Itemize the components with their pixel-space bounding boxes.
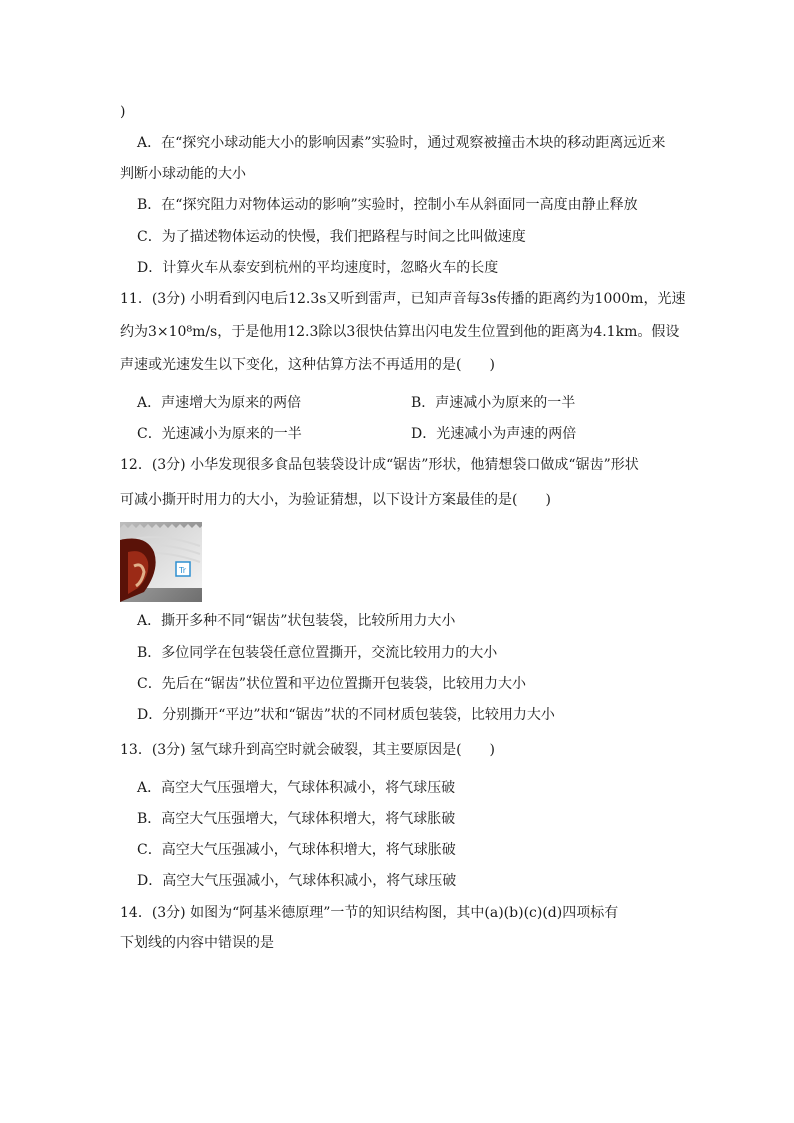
q10-option-b: B．在“探究阻力对物体运动的影响”实验时，控制小车从斜面同一高度由静止释放 [137,197,638,213]
q14-stem-line2: 下划线的内容中错误的是 [120,935,274,951]
q12-option-a: A．撕开多种不同“锯齿”状包装袋，比较所用力大小 [137,613,456,629]
q11-stem-line2: 约为3×10⁸m/s，于是他用12.3除以3很快估算出闪电发生位置到他的距离为4.1km。假设 [120,324,680,340]
q12-stem-line2: 可减小撕开时用力的大小，为验证猜想，以下设计方案最佳的是( ) [120,492,551,508]
q10-option-d: D．计算火车从泰安到杭州的平均速度时，忽略火车的长度 [137,260,499,276]
q12-stem-line1: 12．(3分) 小华发现很多食品包装袋设计成“锯齿”形状，他猜想袋口做成“锯齿”形状 [120,457,639,473]
q13-stem: 13．(3分) 氢气球升到高空时就会破裂，其主要原因是( ) [120,742,496,758]
q11-stem-line3: 声速或光速发生以下变化，这种估算方法不再适用的是( ) [120,357,495,373]
q12-option-b: B．多位同学在包装袋任意位置撕开，交流比较用力的大小 [137,645,498,661]
q11-option-d: D．光速减小为声速的两倍 [411,426,577,442]
top-paren: ) [120,104,126,120]
q12-option-c: C．先后在“锯齿”状位置和平边位置撕开包装袋，比较用力大小 [137,676,527,692]
bag-illustration [120,522,202,602]
q11-option-b: B．声速减小为原来的一半 [411,395,576,411]
q11-option-a: A．声速增大为原来的两倍 [137,395,302,411]
q11-stem-line1: 11．(3分) 小明看到闪电后12.3s又听到雷声，已知声音每3s传播的距离约为1000m，光速 [120,291,686,307]
q10-option-a-line1: A．在“探究小球动能大小的影响因素”实验时，通过观察被撞击木块的移动距离远近来 [137,135,666,151]
q13-option-b: B．高空大气压强增大，气球体积增大，将气球胀破 [137,811,456,827]
q12-option-d: D．分别撕开“平边”状和“锯齿”状的不同材质包装袋，比较用力大小 [137,707,555,723]
q13-option-d: D．高空大气压强减小，气球体积减小，将气球压破 [137,873,457,889]
food-packaging-bag-photo [120,522,202,602]
q14-stem-line1: 14．(3分) 如图为“阿基米德原理”一节的知识结构图，其中(a)(b)(c)(d)四项标有 [120,905,619,921]
q10-option-a-line2: 判断小球动能的大小 [120,166,246,182]
q10-option-c: C．为了描述物体运动的快慢，我们把路程与时间之比叫做速度 [137,229,526,245]
q11-option-c: C．光速减小为原来的一半 [137,426,302,442]
svg-text:Tr: Tr [179,566,186,575]
q13-option-a: A．高空大气压强增大，气球体积减小，将气球压破 [137,780,456,796]
q13-option-c: C．高空大气压强减小，气球体积增大，将气球胀破 [137,842,456,858]
